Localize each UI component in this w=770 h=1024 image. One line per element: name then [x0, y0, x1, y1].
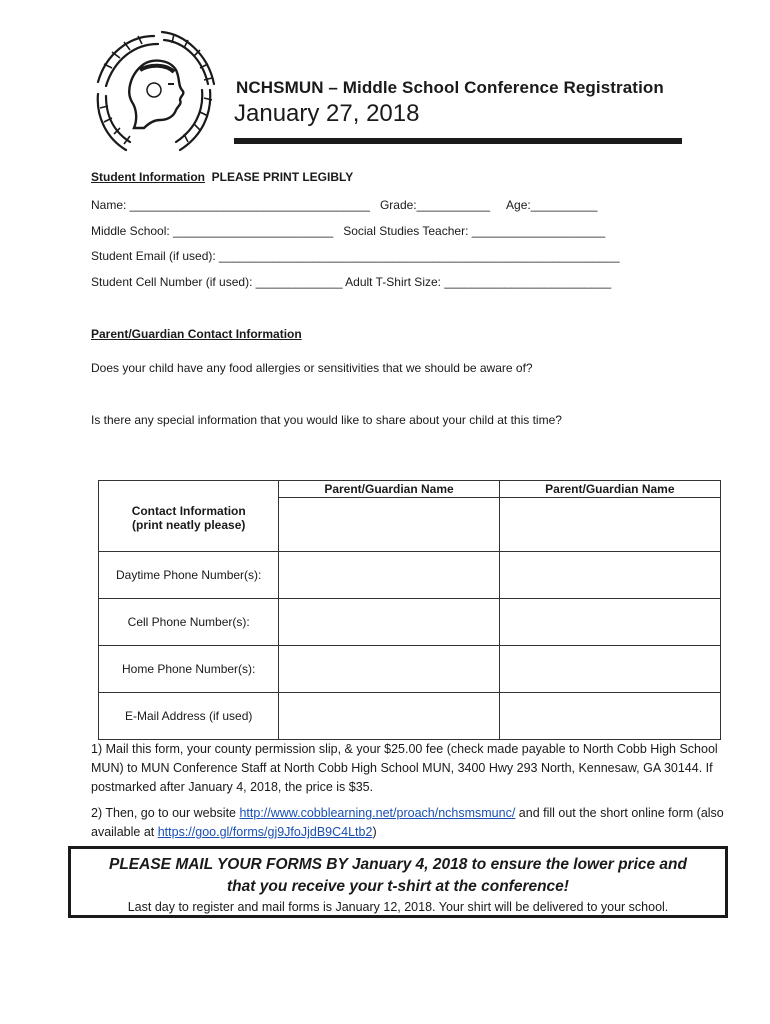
table-header-row: [99, 481, 721, 498]
cell-tshirt-line[interactable]: Student Cell Number (if used): _____________ Adult T-Shirt Size: _________________________: [91, 275, 612, 289]
parent2-cell-phone-cell[interactable]: [499, 599, 720, 646]
table-row: [99, 552, 721, 599]
mail-deadline-notice: [68, 846, 728, 918]
student-info-heading-row: [91, 170, 353, 184]
parent2-email-cell[interactable]: [499, 693, 720, 740]
print-neatly-label: (print neatly please): [132, 518, 246, 532]
parent1-daytime-phone-cell[interactable]: [279, 552, 499, 599]
print-legibly-note: PLEASE PRINT LEGIBLY: [211, 170, 354, 184]
school-teacher-line[interactable]: Middle School: ________________________ Social Studies Teacher: ____________________: [91, 224, 606, 238]
parent-name-header-2: Parent/Guardian Name: [499, 481, 720, 498]
cell-phone-label: Cell Phone Number(s):: [99, 599, 279, 646]
parent1-cell-phone-cell[interactable]: [279, 599, 499, 646]
special-info-question: Is there any special information that you would like to share about your child at this time?: [91, 413, 562, 427]
parent2-name-cell[interactable]: [499, 498, 720, 552]
contact-info-header-cell: [99, 481, 279, 552]
website-instructions-middle: and fill out the short online form (also available at: [91, 806, 724, 839]
student-email-line[interactable]: Student Email (if used): ____________________________________________________________: [91, 249, 620, 263]
notice-line-2: that you receive your t-shirt at the conference!: [227, 878, 569, 895]
conference-date: January 27, 2018: [234, 100, 420, 127]
email-address-label: E-Mail Address (if used): [99, 693, 279, 740]
contact-table: [98, 480, 721, 740]
website-instructions-prefix: 2) Then, go to our website: [91, 806, 240, 820]
parent1-name-cell[interactable]: [279, 498, 499, 552]
website-instructions-suffix: ): [372, 825, 377, 839]
google-form-link[interactable]: https://goo.gl/forms/gj9JfoJjdB9C4Ltb2: [157, 825, 373, 839]
student-info-heading: Student Information: [91, 170, 205, 184]
page-title: NCHSMUN – Middle School Conference Registration: [236, 78, 664, 97]
table-row: [99, 599, 721, 646]
notice-line-3: Last day to register and mail forms is January 12, 2018. Your shirt will be delivered to your school.: [127, 900, 669, 914]
allergy-question: Does your child have any food allergies or sensitivities that we should be aware of?: [91, 361, 533, 375]
website-instructions: [91, 804, 731, 842]
home-phone-label: Home Phone Number(s):: [99, 646, 279, 693]
parent1-home-phone-cell[interactable]: [279, 646, 499, 693]
parent2-daytime-phone-cell[interactable]: [499, 552, 720, 599]
parent-info-heading: Parent/Guardian Contact Information: [91, 327, 302, 341]
notice-line-1: PLEASE MAIL YOUR FORMS BY January 4, 2018 to ensure the lower price and: [109, 856, 687, 873]
name-grade-age-line[interactable]: Name: ____________________________________ Grade:___________ Age:__________: [91, 198, 598, 212]
parent1-email-cell[interactable]: [279, 693, 499, 740]
parent-name-header-1: Parent/Guardian Name: [279, 481, 499, 498]
mail-instructions: 1) Mail this form, your county permission slip, & your $25.00 fee (check made payable to North Cobb High School MUN) to MUN Conference Staff at North Cobb High School MUN, 3400 Hwy 293 North, Kennesaw, GA 30144. If postmarked after January 4, 2018, the price is $35.: [91, 742, 718, 794]
contact-info-label: Contact Information: [131, 504, 246, 518]
parent2-home-phone-cell[interactable]: [499, 646, 720, 693]
table-row: [99, 646, 721, 693]
header-divider: [234, 138, 682, 144]
indian-head-logo-icon: [84, 24, 224, 164]
daytime-phone-label: Daytime Phone Number(s):: [99, 552, 279, 599]
cobblearning-link[interactable]: http://www.cobblearning.net/proach/nchsmsmunc/: [239, 806, 516, 820]
table-row: [99, 693, 721, 740]
